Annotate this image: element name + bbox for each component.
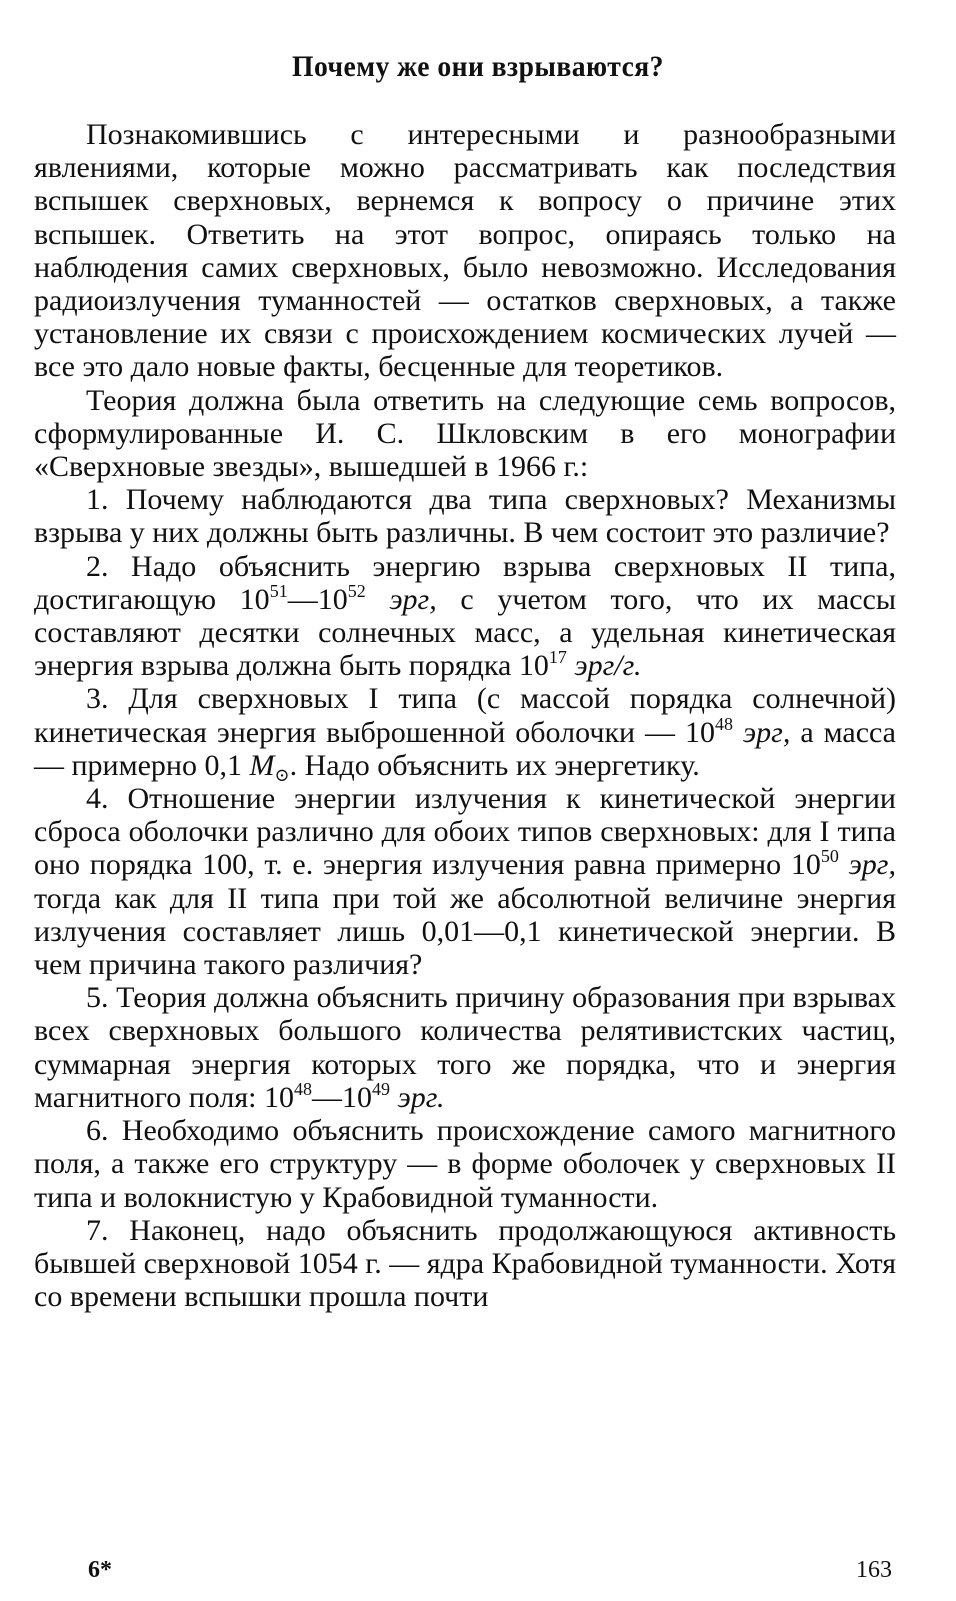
section-heading: Почему же они взрываются? [292,50,664,83]
paragraph-intro: Познакомившись с интересными и разнообразными явлениями, которые можно рассматривать как последствия вспышек сверхновых, вернемся к вопросу о причине этих вспышек. Ответить на этот вопрос, опираясь только на наблюдения самих сверхновых, было невозможно. Исследования радиоизлучения туманностей — остатков сверхновых, а также установление их связи с происхождением космических лучей — все это дало новые факты, бесценные для теоретиков. [34,118,896,384]
page-number: 163 [856,1557,892,1583]
question-5: 5. Теория должна объяснить причину образования при взрывах всех сверхновых большого количества релятивистских частиц, суммарная энергия которых того же порядка, что и энергия магнитного поля: $10^{48}—10^{49}$ эрг. [34,981,896,1114]
body-text [34,118,896,1313]
question-4: 4. Отношение энергии излучения к кинетической энергии сброса оболочки различно для обоих типов сверхновых: для I типа оно порядка 100, т. е. энергия излучения равна примерно $10^{50}$ эрг, тогда как для II типа при той же абсолютной величине энергия излучения составляет лишь 0,01—0,1 кинетической энергии. В чем причина такого различия? [34,782,896,982]
question-6: 6. Необходимо объяснить происхождение самого магнитного поля, а также его структуру — в форме оболочек у сверхновых II типа и волокнистую у Крабовидной туманности. [34,1114,896,1214]
signature-mark: 6* [88,1557,112,1583]
question-3: 3. Для сверхновых I типа (с массой порядка солнечной) кинетическая энергия выброшенной оболочки — $10^{48}$ эрг, а масса — примерно 0,1 $M_⊙$. Надо объяснить их энергетику. [34,682,896,785]
question-1: 1. Почему наблюдаются два типа сверхновых? Механизмы взрыва у них должны быть различны. В чем состоит это различие? [34,483,896,550]
paragraph-questions-lead: Теория должна была ответить на следующие семь вопросов, сформулированные И. С. Шкловским в его монографии «Сверхновые звезды», вышедшей в 1966 г.: [34,383,896,484]
question-7: 7. Наконец, надо объяснить продолжающуюся активность бывшей сверхновой 1054 г. — ядра Крабовидной туманности. Хотя со времени вспышки прошла почти [34,1213,896,1314]
solar-mass-symbol: ⊙ [274,764,290,785]
question-2: 2. Надо объяснить энергию взрыва сверхновых II типа, достигающую $10^{51}—10^{52}$ эрг, с учетом того, что их массы составляют десятки солнечных масс, а удельная кинетическая энергия взрыва должна быть порядка $10^{17}$ эрг/г. [34,549,896,683]
